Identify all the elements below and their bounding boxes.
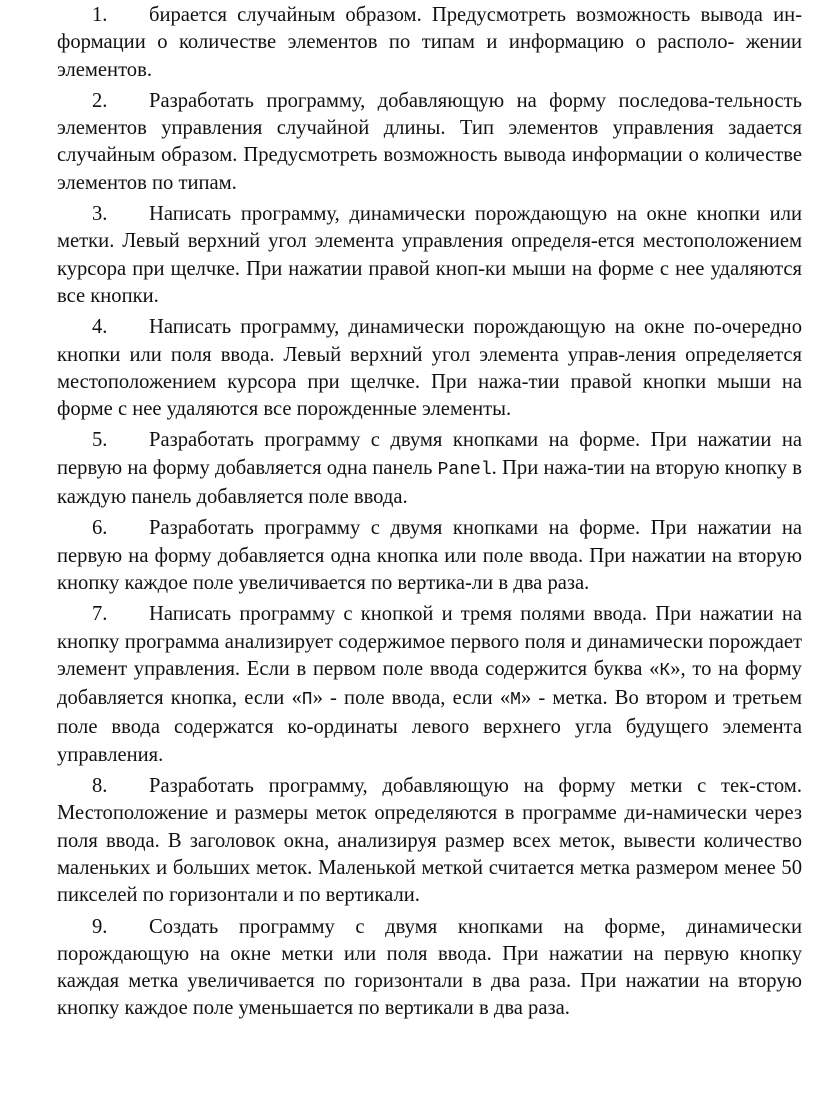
item-number: 5. xyxy=(92,429,108,452)
item-text: Разработать программу с двумя кнопками на форме. При нажатии на первую на форму добавляется одна кнопка или поле ввода. При нажатии на вторую кнопку каждое поле увеличивается по вертика-ли в два раза. xyxy=(57,517,802,594)
item-text: Разработать программу, добавляющую на форму последова-тельность элементов управления случайной длины. Тип элементов управления задается случайным образом. Предусмотреть возможность вывода информации о количестве элементов по типам. xyxy=(57,89,802,194)
list-item-9 xyxy=(57,914,802,1023)
item-text: », то на форму добавляется кнопка, если « xyxy=(57,657,802,710)
list-item-5 xyxy=(57,427,802,511)
item-number: 9. xyxy=(92,915,108,938)
item-text: » - поле ввода, если « xyxy=(312,687,511,710)
item-number: 7. xyxy=(92,603,108,626)
code-term: М xyxy=(510,690,521,711)
item-number: 2. xyxy=(92,89,108,112)
list-item-8 xyxy=(57,773,802,909)
item-text: Создать программу с двумя кнопками на форме, динамически порождающую на окне метки или поля ввода. При нажатии на первую кнопку каждая метка увеличивается по горизонтали в два раза. При нажатии на вторую кнопку каждое поле уменьшается по вертикали в два раза. xyxy=(57,915,802,1020)
item-number: 3. xyxy=(92,203,108,226)
item-number: 8. xyxy=(92,775,108,798)
item-text: Разработать программу, добавляющую на форму метки с тек-стом. Местоположение и размеры меток определяются в программе ди-намически через поля ввода. В заголовок окна, анализируя размер всех меток, вывести количество маленьких и больших меток. Маленькой меткой считается метка размером менее 50 пикселей по горизонтали и по вертикали. xyxy=(57,775,802,907)
item-text: Разработать программу с двумя кнопками на форме. При нажатии на первую на форму добавляется одна панель xyxy=(57,429,802,479)
item-text: бирается случайным образом. Предусмотреть возможность вывода ин- формации о количестве элементов по типам и информацию о располо- жении элементов. xyxy=(57,4,802,81)
item-number: 4. xyxy=(92,316,108,339)
item-text: Написать программу с кнопкой и тремя полями ввода. При нажатии на кнопку программа анализирует содержимое первого поля и динамически порождает элемент управления. Если в первом поле ввода содержится буква « xyxy=(57,603,802,680)
list-item-2 xyxy=(57,88,802,197)
item-number: 1. xyxy=(92,4,108,26)
list-item-3 xyxy=(57,201,802,310)
code-term: К xyxy=(659,660,671,681)
item-number: 6. xyxy=(92,517,108,540)
list-item-7 xyxy=(57,601,802,769)
list-item-4 xyxy=(57,314,802,423)
item-text: Написать программу, динамически порождающую на окне по-очередно кнопки или поля ввода. Левый верхний угол элемента управ-ления определяется местоположением курсора при щелчке. При нажа-тии правой кнопки мыши на форме с нее удаляются все порожденные элементы. xyxy=(57,316,802,421)
list-item-6 xyxy=(57,515,802,597)
code-term: Panel xyxy=(437,459,492,480)
item-text: » - метка. Во втором и третьем поле ввода содержатся ко-ординаты левого верхнего угла будущего элемента управления. xyxy=(57,687,802,766)
item-text: Написать программу, динамически порождающую на окне кнопки или метки. Левый верхний угол элемента управления определя-ется местоположением курсора при щелчке. При нажатии правой кноп-ки мыши на форме с нее удаляются все кнопки. xyxy=(57,203,802,307)
list-item-1 xyxy=(57,2,802,84)
code-term: П xyxy=(301,690,313,711)
item-text: . При нажа-тии на вторую кнопку в каждую панель добавляется поле ввода. xyxy=(57,456,802,509)
